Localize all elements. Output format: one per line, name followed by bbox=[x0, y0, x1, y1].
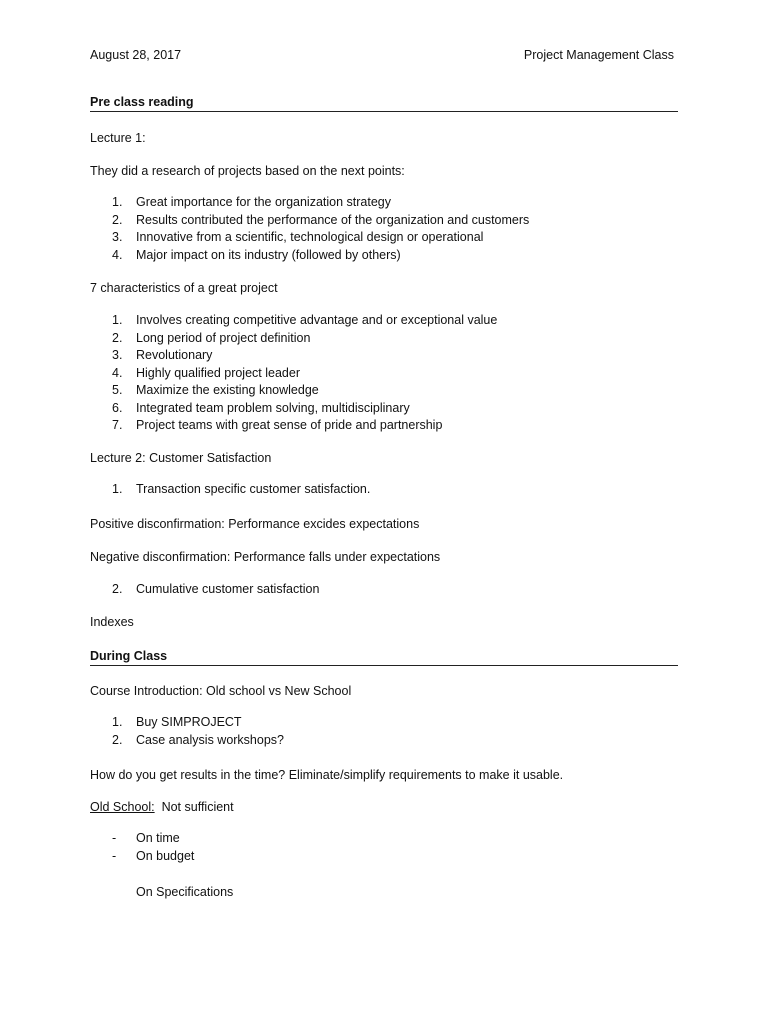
page-header bbox=[90, 48, 674, 66]
section-heading-pre-class: Pre class reading bbox=[90, 94, 678, 112]
results-question: How do you get results in the time? Eliminate/simplify requirements to make it usable. bbox=[90, 768, 564, 782]
positive-disconfirmation: Positive disconfirmation: Performance excides expectations bbox=[90, 517, 420, 531]
research-intro: They did a research of projects based on the next points: bbox=[90, 164, 405, 178]
header-class-name: Project Management Class bbox=[523, 48, 674, 62]
indexes-label: Indexes bbox=[90, 615, 134, 629]
lecture-1-label: Lecture 1: bbox=[90, 131, 146, 145]
characteristics-title: 7 characteristics of a great project bbox=[90, 281, 278, 295]
old-school-line bbox=[90, 799, 234, 815]
course-introduction: Course Introduction: Old school vs New School bbox=[90, 684, 352, 698]
header-date: August 28, 2017 bbox=[90, 48, 182, 62]
negative-disconfirmation: Negative disconfirmation: Performance falls under expectations bbox=[90, 550, 441, 564]
lecture-2-label: Lecture 2: Customer Satisfaction bbox=[90, 451, 272, 465]
on-specifications: On Specifications bbox=[136, 885, 234, 899]
section-heading-during-class: During Class bbox=[90, 648, 678, 666]
old-school-label: Old School: bbox=[90, 800, 155, 814]
document-page: August 28, 2017 Project Management Class Pre class reading Lecture 1: They did a research of projects based on the next points: 1. Great importance for the organization strategy 2. Results contributed the performance of the organization and customers 3. Innovative from a scientific, technological design or operational 4. Major impact on its industry (followed by others) 7 characteristics of a great project 1. Involves creating competitive advantage and or exceptional value 2. Long period of project definition 3. Revolutionary 4. Highly qualified project leader 5. Maximize the existing knowledge 6. Integrated team problem solving, multidisciplinary 7. Project teams with great sense of pride and partnership Lecture 2: Customer Satisfaction 1. Transaction specific customer satisfaction. Positive disconfirmation: Performance excides expectations Negative disconfirmation: Performance falls under expectations 2. Cumulative customer satisfaction Indexes During Class Course Introduction: Old school vs New School 1. Buy SIMPROJECT 2. Case analysis workshops? How do you get results in the time? Eliminate/simplify requirements to make it usable. Old School: Not sufficient - On time - On budget On Specifications bbox=[0, 0, 768, 1024]
old-school-note: Not sufficient bbox=[154, 800, 234, 814]
